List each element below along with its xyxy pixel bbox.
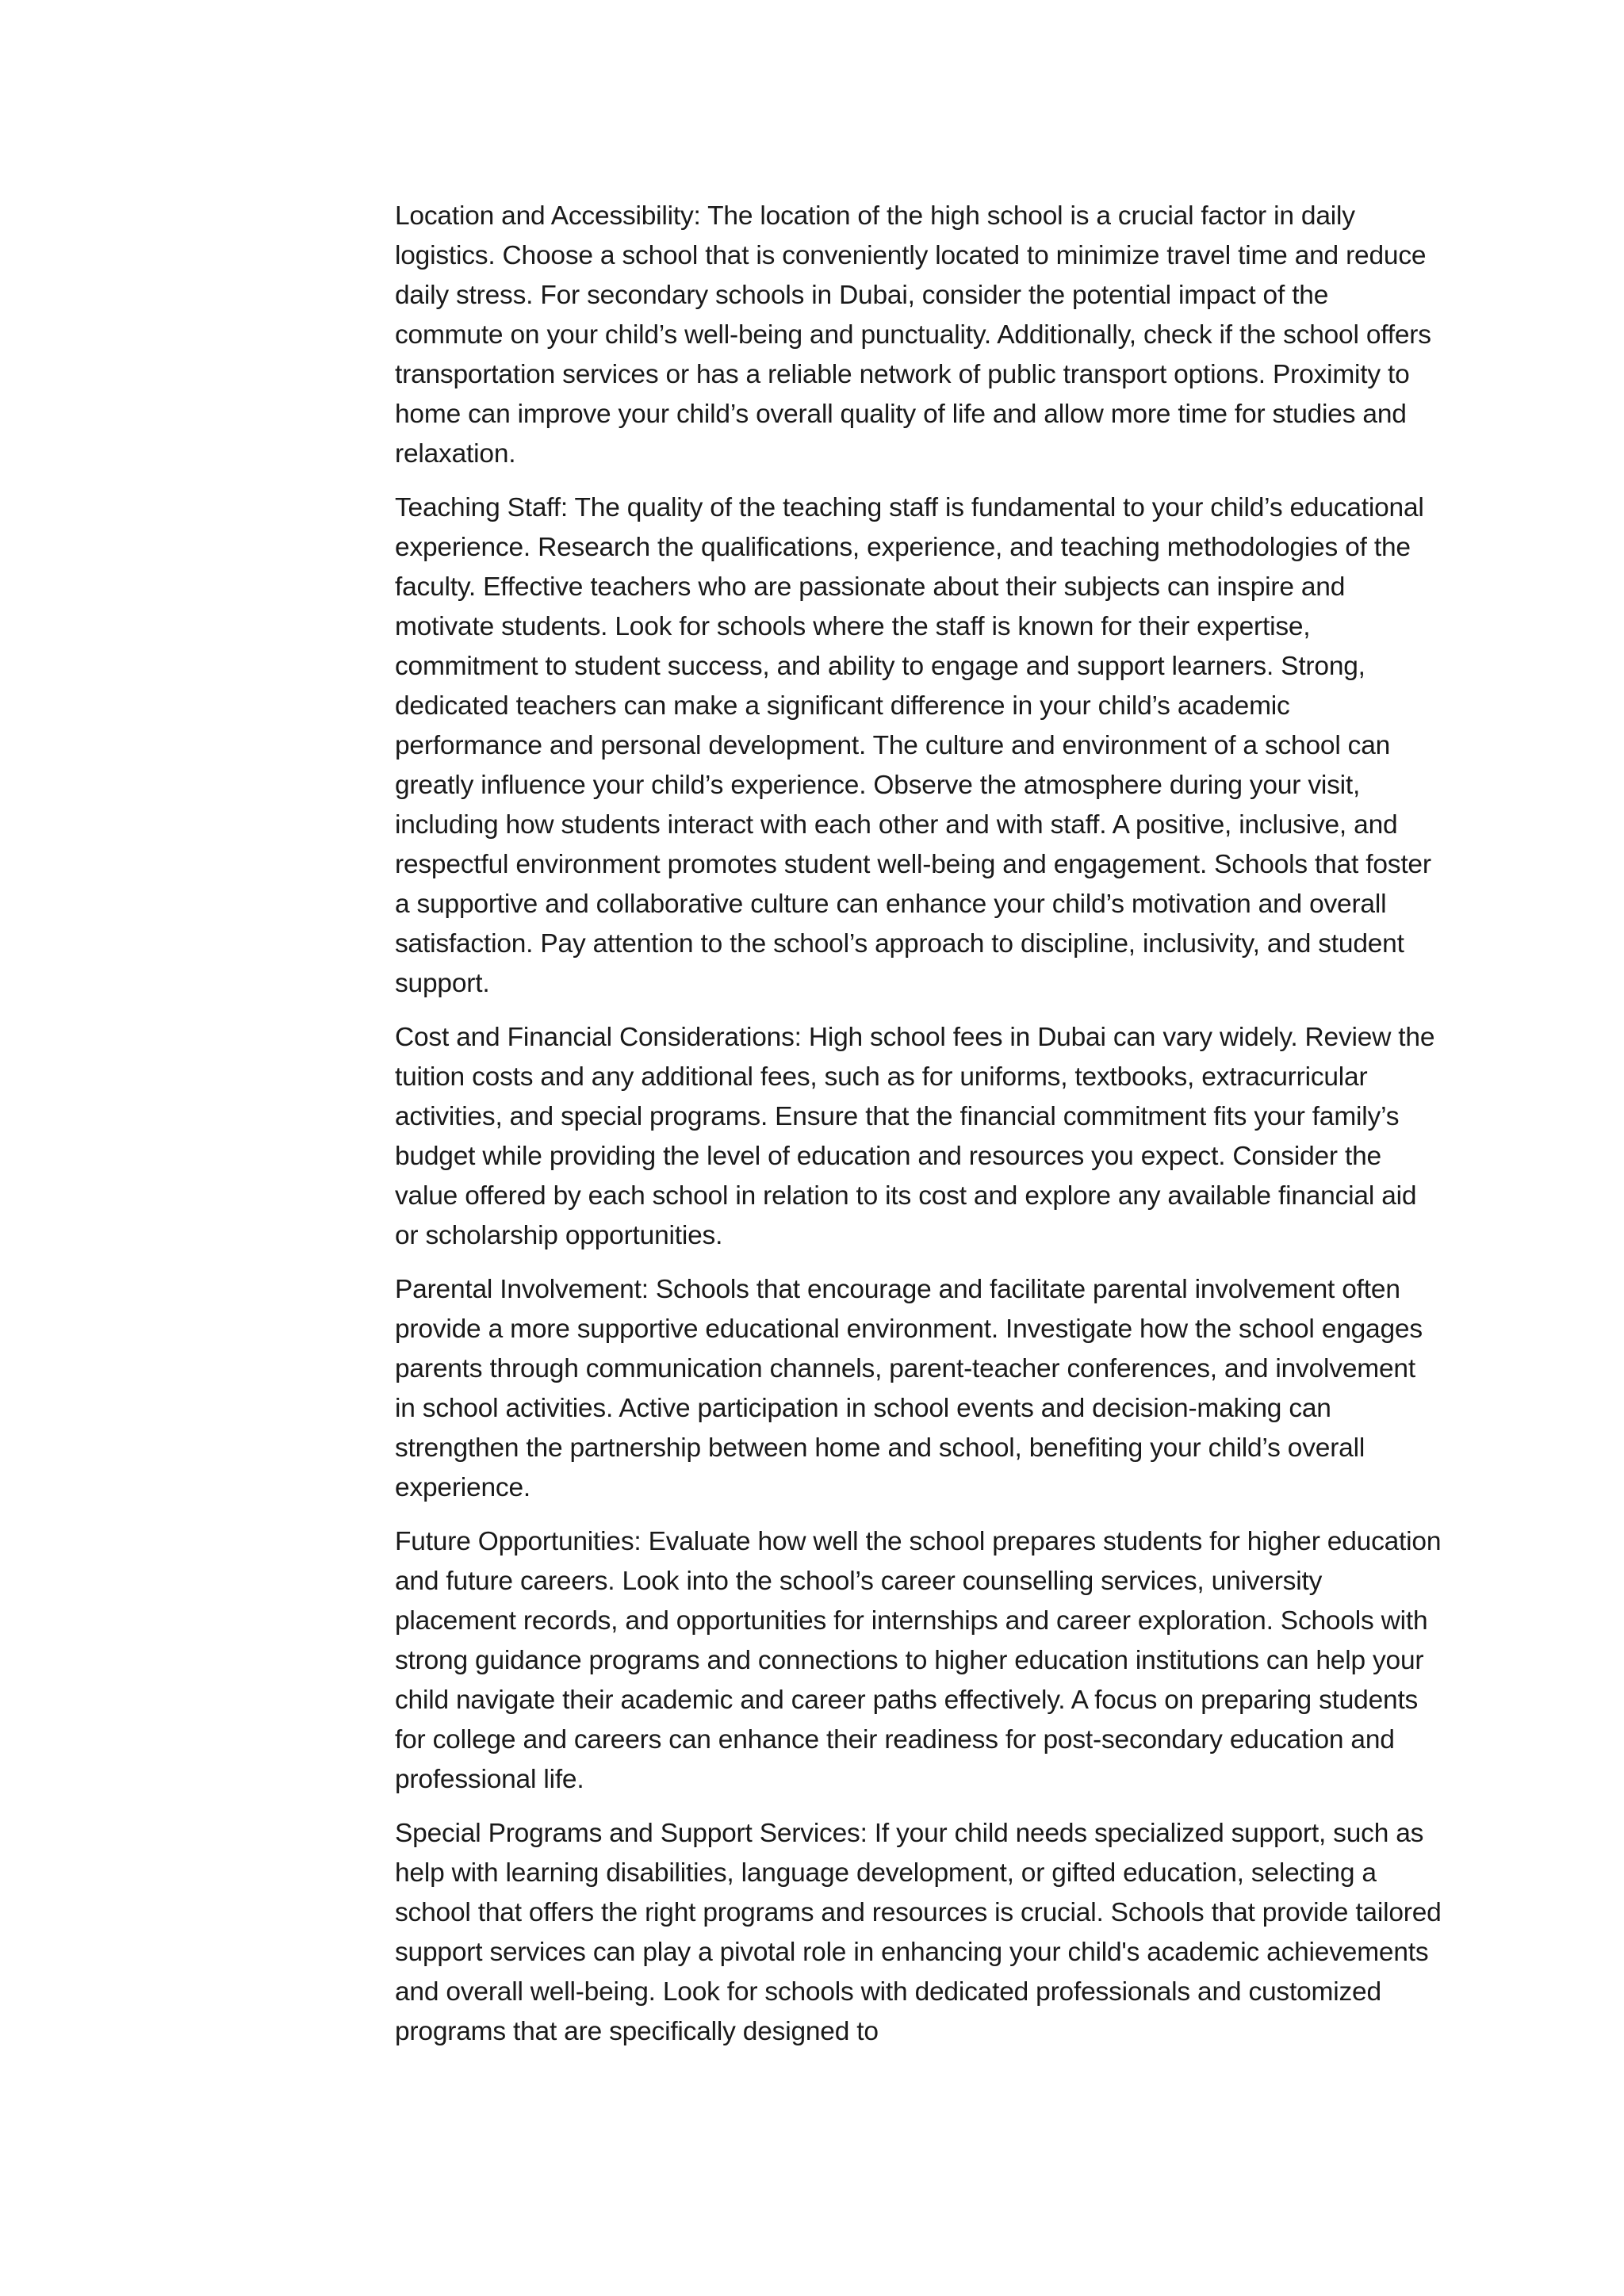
paragraph-special-programs: Special Programs and Support Services: If your child needs specialized support, such as help with learning disabilities, language development, or gifted education, selecting a school that offers the right programs and resources is crucial. Schools that provide tailored support services can play a pivotal role in enhancing your child's academic achievements and overall well-being. Look for schools with dedicated professionals and customized programs that are specifically designed to [395, 1819, 1442, 2046]
paragraph-cost-financial: Cost and Financial Considerations: High school fees in Dubai can vary widely. Review the tuition costs and any additional fees, such as for uniforms, textbooks, extracurricular activities, and special programs. Ensure that the financial commitment fits your family’s budget while providing the level of education and resources you expect. Consider the value offered by each school in relation to its cost and explore any available financial aid or scholarship opportunities. [395, 1023, 1435, 1250]
document-body [395, 197, 1442, 2066]
paragraph-teaching-staff: Teaching Staff: The quality of the teaching staff is fundamental to your child’s educational experience. Research the qualifications, experience, and teaching methodologies of the faculty. Effective teachers who are passionate about their subjects can inspire and motivate students. Look for schools where the staff is known for their expertise, commitment to student success, and ability to engage and support learners. Strong, dedicated teachers can make a significant difference in your child’s academic performance and personal development. The culture and environment of a school can greatly influence your child’s experience. Observe the atmosphere during your visit, including how students interact with each other and with staff. A positive, inclusive, and respectful environment promotes student well-being and engagement. Schools that foster a supportive and collaborative culture can enhance your child’s motivation and overall satisfaction. Pay attention to the school’s approach to discipline, inclusivity, and student support. [395, 493, 1431, 998]
paragraph-parental-involvement: Parental Involvement: Schools that encourage and facilitate parental involvement often provide a more supportive educational environment. Investigate how the school engages parents through communication channels, parent-teacher conferences, and involvement in school activities. Active participation in school events and decision-making can strengthen the partnership between home and school, benefiting your child’s overall experience. [395, 1275, 1423, 1502]
paragraph-future-opportunities: Future Opportunities: Evaluate how well the school prepares students for higher education and future careers. Look into the school’s career counselling services, university placement records, and opportunities for internships and career exploration. Schools with strong guidance programs and connections to higher education institutions can help your child navigate their academic and career paths effectively. A focus on preparing students for college and careers can enhance their readiness for post-secondary education and professional life. [395, 1527, 1442, 1794]
paragraph-location-accessibility: Location and Accessibility: The location of the high school is a crucial factor in daily logistics. Choose a school that is conveniently located to minimize travel time and reduce daily stress. For secondary schools in Dubai, consider the potential impact of the commute on your child’s well-being and punctuality. Additionally, check if the school offers transportation services or has a reliable network of public transport options. Proximity to home can improve your child’s overall quality of life and allow more time for studies and relaxation. [395, 201, 1431, 469]
